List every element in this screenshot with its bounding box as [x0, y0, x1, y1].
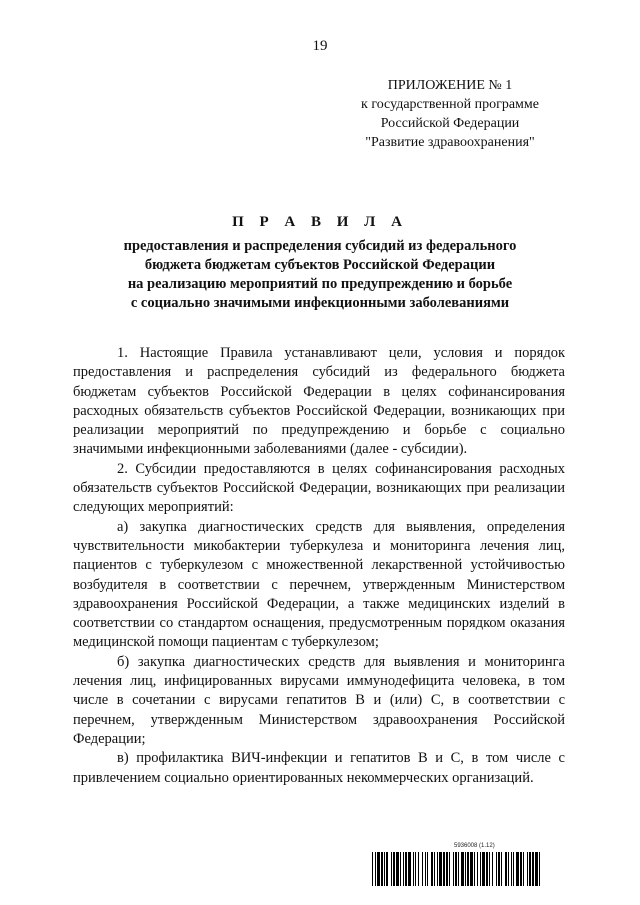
barcode-bar — [489, 852, 490, 886]
body-text — [73, 344, 565, 788]
barcode-bar — [443, 852, 445, 886]
paragraph: 1. Настоящие Правила устанавливают цели, условия и порядок предоставления и распределения субсидий из федерального бюджета бюджетам субъектов Российской Федерации в целях софинансирования расходных обязательств субъектов Российской Федерации, возникающих при реализации мероприятий по предупреждению и борьбе с социально значимыми инфекционными заболеваниями (далее - субсидии). — [73, 345, 565, 458]
subtitle-line: с социально значимыми инфекционными заболеваниями — [130, 295, 510, 311]
barcode-bar — [439, 852, 442, 886]
barcode-bar — [496, 852, 497, 886]
document-title: П Р А В И Л А — [232, 214, 408, 230]
barcode — [372, 843, 592, 887]
paragraph: в) профилактика ВИЧ-инфекции и гепатитов В и С, в том числе с привлечением социально ориентированных некоммерческих организаций. — [73, 750, 565, 786]
barcode-bar — [400, 852, 401, 886]
barcode-bar — [386, 852, 388, 886]
barcode-bar — [413, 852, 414, 886]
subtitle-line: на реализацию мероприятий по предупреждению и борьбе — [127, 276, 513, 292]
barcode-bar — [427, 852, 428, 886]
barcode-bar — [523, 852, 524, 886]
barcode-bar — [535, 852, 538, 886]
barcode-bar — [513, 852, 514, 886]
barcode-bar — [377, 852, 380, 886]
barcode-bar — [372, 852, 373, 886]
barcode-bar — [480, 852, 481, 886]
barcode-bar — [492, 852, 493, 886]
barcode-bar — [396, 852, 399, 886]
barcode-bar — [408, 852, 411, 886]
document-subtitle — [60, 237, 580, 313]
barcode-bar — [511, 852, 512, 886]
barcode-bar — [477, 852, 478, 886]
barcode-bar — [446, 852, 448, 886]
barcode-bar — [461, 852, 464, 886]
barcode-bar — [393, 852, 395, 886]
paragraph: 2. Субсидии предоставляются в целях софинансирования расходных обязательств субъектов Российской Федерации, возникающих при реализации следующих мероприятий: — [73, 460, 565, 516]
barcode-bar — [474, 852, 475, 886]
barcode-bar — [467, 852, 469, 886]
barcode-bar — [529, 852, 531, 886]
barcode-bar — [470, 852, 473, 886]
barcode-bar — [532, 852, 534, 886]
barcode-bar — [384, 852, 385, 886]
barcode-bar — [431, 852, 433, 886]
barcode-bar — [434, 852, 435, 886]
barcode-bar — [391, 852, 392, 886]
paragraph: б) закупка диагностических средств для выявления и мониторинга лечения лиц, инфицированных вирусами иммунодефицита человека, в том числе в сочетании с вирусами гепатитов В и (или) С, в соответствии с перечнем, утвержденным Министерством здравоохранения Российской Федерации; — [73, 653, 565, 747]
barcode-bar — [381, 852, 383, 886]
barcode-bar — [501, 852, 502, 886]
barcode-image — [372, 852, 592, 886]
barcode-bar — [486, 852, 488, 886]
barcode-bar — [527, 852, 528, 886]
barcode-bar — [422, 852, 423, 886]
barcode-bar — [539, 852, 540, 886]
barcode-bar — [498, 852, 500, 886]
barcode-bar — [520, 852, 522, 886]
barcode-bar — [418, 852, 419, 886]
barcode-label: 5936008 (1.12) — [454, 843, 495, 849]
paragraph: а) закупка диагностических средств для выявления, определения чувствительности микобактерии туберкулеза и мониторинга лечения лиц, пациентов с туберкулезом с множественной лекарственной устойчивостью возбудителя в соответствии с перечнем, утвержденным Министерством здравоохранения Российской Федерации, а также медицинских изделий в соответствии со стандартом оснащения, предусмотренным порядком оказания медицинской помощи пациентам с туберкулезом; — [73, 518, 565, 651]
barcode-bar — [455, 852, 457, 886]
appendix-line: к государственной программе — [361, 97, 539, 112]
subtitle-line: бюджета бюджетам субъектов Российской Федерации — [144, 257, 496, 273]
barcode-bar — [403, 852, 404, 886]
barcode-bar — [437, 852, 438, 886]
barcode-bar — [449, 852, 450, 886]
barcode-bar — [508, 852, 509, 886]
barcode-bar — [453, 852, 454, 886]
appendix-line: "Развитие здравоохранения" — [365, 135, 535, 150]
barcode-bar — [465, 852, 466, 886]
barcode-bar — [425, 852, 426, 886]
page-number: 19 — [312, 38, 328, 54]
subtitle-line: предоставления и распределения субсидий из федерального — [123, 238, 517, 254]
appendix-line: ПРИЛОЖЕНИЕ № 1 — [387, 78, 513, 93]
appendix-header — [330, 76, 570, 152]
barcode-bar — [405, 852, 407, 886]
appendix-line: Российской Федерации — [380, 116, 520, 131]
barcode-bar — [375, 852, 376, 886]
barcode-bar — [505, 852, 507, 886]
barcode-bar — [458, 852, 459, 886]
barcode-bar — [516, 852, 519, 886]
barcode-bar — [482, 852, 485, 886]
barcode-bar — [415, 852, 416, 886]
